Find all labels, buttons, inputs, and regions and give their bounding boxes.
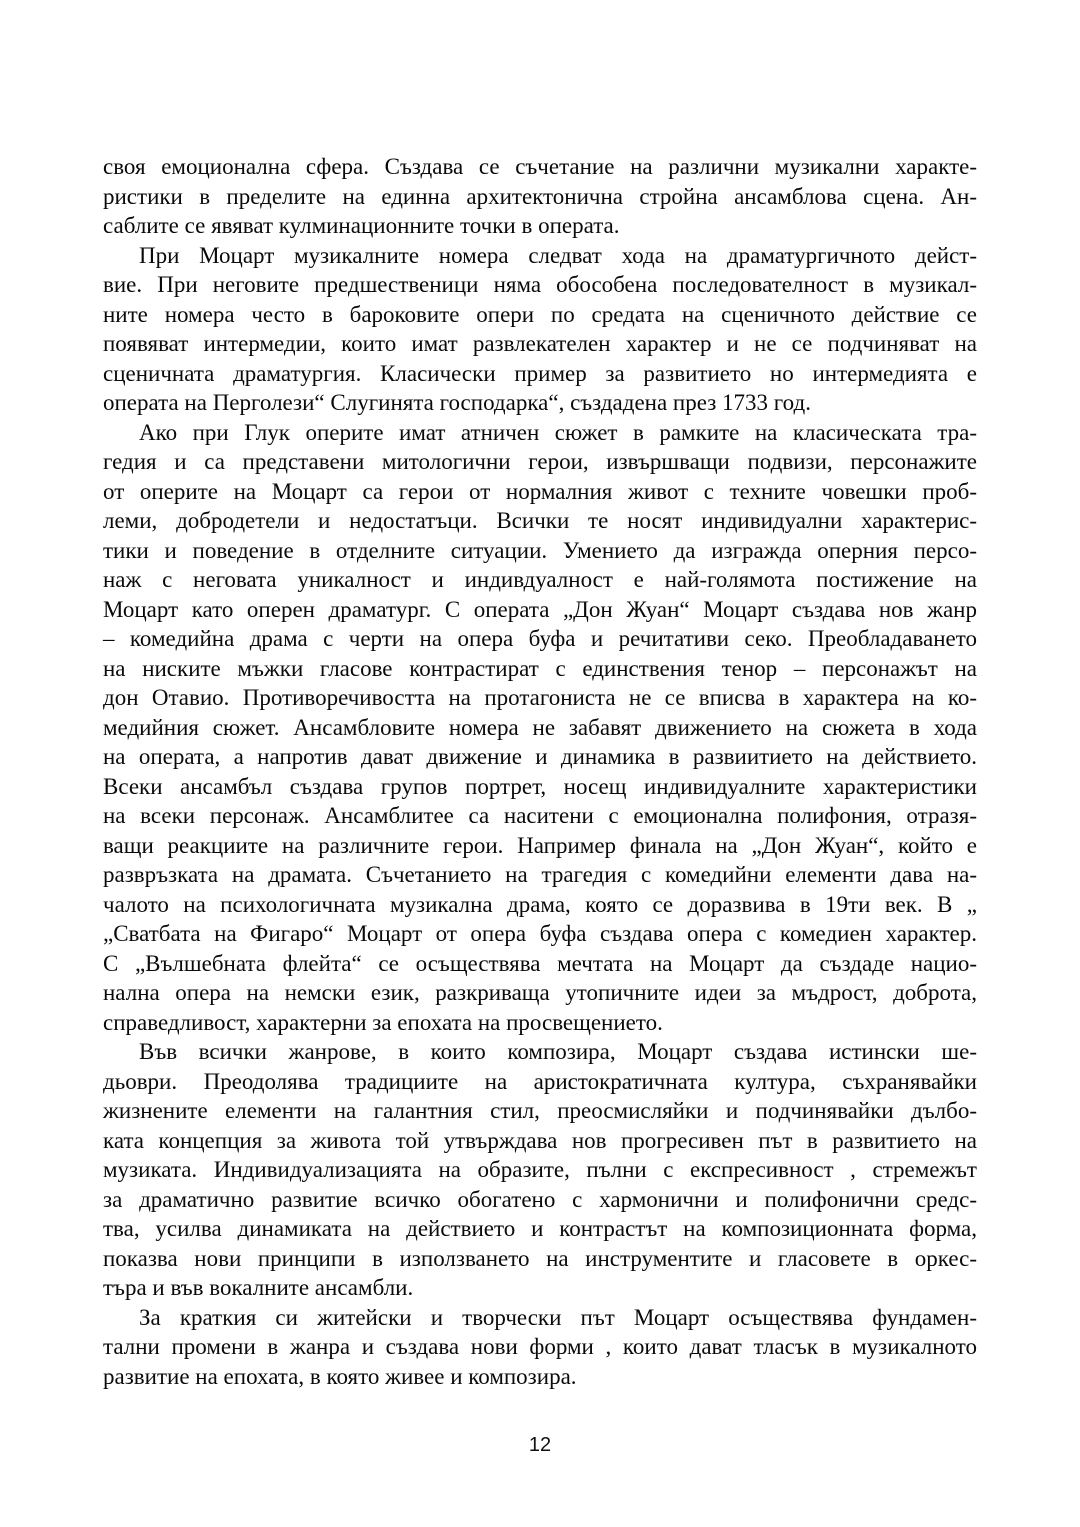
text-line: на всеки персонаж. Ансамблитее са наситени с емоционална полифония, отразя-	[103, 803, 977, 828]
text-line: на ниските мъжки гласове контрастират с единствения тенор – персонажът на	[103, 655, 977, 681]
text-line: нална опера на немски език, разкриваща утопичните идеи за мъдрост, доброта,	[103, 980, 977, 1005]
text-line: жизнените елементи на галантния стил, преосмисляйки и подчинявайки дълбо-	[103, 1098, 977, 1123]
text-line: тва, усилва динамиката на действието и контрастът на композиционната форма,	[103, 1216, 977, 1241]
text-line: ристики в пределите на единна архитектонична стройна ансамблова сцена. Ан-	[103, 183, 977, 209]
page-footer	[0, 1434, 1080, 1457]
text-line: Всеки ансамбъл създава групов портрет, носещ индивидуалните характеристики	[103, 773, 977, 799]
text-block	[103, 152, 977, 1391]
text-line: дьоври. Преодолява традициите на аристократичната култура, съхранявайки	[103, 1068, 977, 1094]
text-line: тики и поведение в отделните ситуации. Умението да изгражда оперния персо-	[103, 537, 977, 563]
text-line: Във всички жанрове, в които композира, Моцарт създава истински ше-	[139, 1039, 977, 1064]
text-line: ните номера често в бароковите опери по средата на сценичното действие се	[103, 301, 977, 327]
text-line: Ако при Глук оперите имат атничен сюжет в рамките на класическата тра-	[139, 419, 977, 445]
text-line: дон Отавио. Противоречивостта на протагониста не се вписва в характера на ко-	[103, 685, 977, 710]
text-line: ката концепция за живота той утвърждава нов прогресивен път в развитието на	[103, 1127, 977, 1153]
text-line: вие. При неговите предшественици няма обособена последователност в музикал-	[103, 272, 977, 297]
text-line: от оперите на Моцарт са герои от нормалния живот с техните човешки проб-	[103, 478, 977, 504]
text-line: своя емоционална сфера. Създава се съчетание на различни музикални характе-	[103, 154, 977, 179]
text-line: сценичната драматургия. Класически пример за развитието но интермедията е	[103, 360, 977, 386]
text-line: развитие на епохата, в която живее и композира.	[103, 1363, 577, 1389]
text-line: развръзката на драмата. Съчетанието на трагедия с комедийни елементи дава на-	[103, 862, 977, 887]
text-line: справедливост, характерни за епохата на просвещението.	[103, 1009, 663, 1035]
text-line: – комедийна драма с черти на опера буфа и речитативи секо. Преобладаването	[103, 626, 977, 651]
text-line: музиката. Индивидуализацията на образите, пълни с експресивност , стремежът	[103, 1157, 977, 1182]
text-line: медийния сюжет. Ансамбловите номера не забавят движението на сюжета в хода	[103, 714, 977, 740]
text-line: търа и във вокалните ансамбли.	[103, 1275, 414, 1300]
text-line: чалото на психологичната музикална драма, която се доразвива в 19ти век. В „	[103, 891, 977, 917]
text-line: леми, добродетели и недостатъци. Всички те носят индивидуални характерис-	[103, 508, 977, 533]
text-line: С „Вълшебната флейта“ се осъществява мечтата на Моцарт да създаде нацио-	[103, 950, 977, 976]
text-line: появяват интермедии, които имат развлекателен характер и не се подчиняват на	[103, 331, 977, 356]
text-line: на операта, а напротив дават движение и динамика в развиитието на действието.	[103, 744, 977, 769]
text-line: наж с неговата уникалност и индивдуалност е най-голямота постижение на	[103, 567, 977, 592]
text-line: саблите се явяват кулминационните точки в операта.	[103, 213, 620, 238]
text-line: ващи реакциите на различните герои. Например финала на „Дон Жуан“, който е	[103, 832, 977, 858]
text-line: За краткия си житейски и творчески път Моцарт осъществява фундамен-	[139, 1304, 977, 1330]
page-number: 12	[528, 1434, 552, 1456]
text-line: операта на Перголези“ Слугинята господарка“, създадена през 1733 год.	[103, 390, 811, 415]
text-line: „Сватбата на Фигаро“ Моцарт от опера буфа създава опера с комедиен характер.	[103, 921, 977, 946]
text-line: гедия и са представени митологични герои, извършващи подвизи, персонажите	[103, 449, 977, 474]
text-line: тални промени в жанра и създава нови форми , които дават тласък в музикалното	[103, 1334, 977, 1359]
text-line: за драматично развитие всичко обогатено с хармонични и полифонични средс-	[103, 1186, 977, 1212]
text-line: При Моцарт музикалните номера следват хода на драматургичното дейст-	[139, 242, 977, 268]
text-line: показва нови принципи в използването на инструментите и гласовете в оркес-	[103, 1245, 977, 1271]
text-line: Моцарт като оперен драматург. С операта „Дон Жуан“ Моцарт създава нов жанр	[103, 596, 977, 622]
